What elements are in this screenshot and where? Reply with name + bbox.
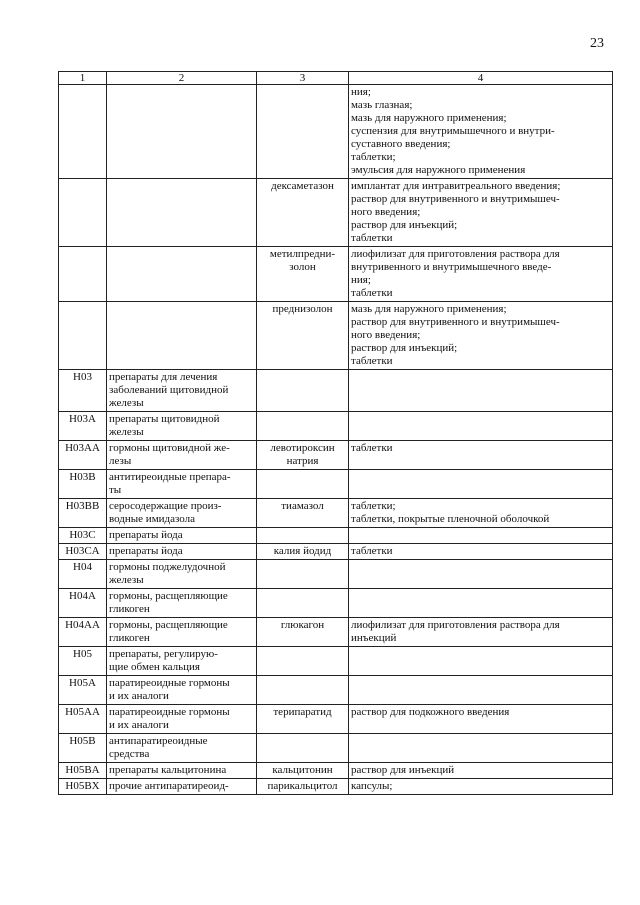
- drug-name-cell: [257, 470, 349, 499]
- drug-name-cell: метилпредни- золон: [257, 247, 349, 302]
- pharm-group-cell: [107, 247, 257, 302]
- dosage-forms-cell: [349, 370, 613, 412]
- atc-code-cell: H05AA: [59, 705, 107, 734]
- table-row: [59, 247, 613, 302]
- pharm-group-cell: прочие антипаратиреоид-: [107, 779, 257, 795]
- atc-code-cell: H03B: [59, 470, 107, 499]
- drug-name-cell: [257, 647, 349, 676]
- drug-name-cell: глюкагон: [257, 618, 349, 647]
- drug-name-cell: кальцитонин: [257, 763, 349, 779]
- pharm-group-cell: препараты, регулирую- щие обмен кальция: [107, 647, 257, 676]
- drug-name-cell: [257, 676, 349, 705]
- atc-code-cell: H03AA: [59, 441, 107, 470]
- dosage-forms-cell: таблетки; таблетки, покрытые пленочной оболочкой: [349, 499, 613, 528]
- drug-name-cell: [257, 370, 349, 412]
- table-row: [59, 412, 613, 441]
- atc-code-cell: [59, 247, 107, 302]
- pharm-group-cell: препараты йода: [107, 544, 257, 560]
- table-row: [59, 676, 613, 705]
- table-row: [59, 589, 613, 618]
- drug-table: [58, 71, 613, 795]
- pharm-group-cell: гормоны щитовидной же- лезы: [107, 441, 257, 470]
- atc-code-cell: H03: [59, 370, 107, 412]
- pharm-group-cell: гормоны, расщепляющие гликоген: [107, 589, 257, 618]
- atc-code-cell: H03BB: [59, 499, 107, 528]
- table-row: [59, 441, 613, 470]
- dosage-forms-cell: раствор для инъекций: [349, 763, 613, 779]
- atc-code-cell: H04A: [59, 589, 107, 618]
- table-row: [59, 618, 613, 647]
- dosage-forms-cell: [349, 470, 613, 499]
- dosage-forms-cell: лиофилизат для приготовления раствора для инъекций: [349, 618, 613, 647]
- atc-code-cell: H03CA: [59, 544, 107, 560]
- atc-code-cell: H04: [59, 560, 107, 589]
- atc-code-cell: H03A: [59, 412, 107, 441]
- pharm-group-cell: паратиреоидные гормоны и их аналоги: [107, 705, 257, 734]
- table-row: [59, 779, 613, 795]
- drug-name-cell: левотироксин натрия: [257, 441, 349, 470]
- pharm-group-cell: препараты кальцитонина: [107, 763, 257, 779]
- atc-code-cell: [59, 179, 107, 247]
- dosage-forms-cell: имплантат для интравитреального введения; раствор для внутривенного и внутримышеч- ного введения; раствор для инъекций; таблетки: [349, 179, 613, 247]
- dosage-forms-cell: таблетки: [349, 441, 613, 470]
- drug-name-cell: [257, 589, 349, 618]
- dosage-forms-cell: раствор для подкожного введения: [349, 705, 613, 734]
- dosage-forms-cell: [349, 412, 613, 441]
- atc-code-cell: H05: [59, 647, 107, 676]
- drug-name-cell: тиамазол: [257, 499, 349, 528]
- table-row: [59, 370, 613, 412]
- table-row: [59, 763, 613, 779]
- pharm-group-cell: препараты щитовидной железы: [107, 412, 257, 441]
- table-row: [59, 499, 613, 528]
- pharm-group-cell: препараты для лечения заболеваний щитовидной железы: [107, 370, 257, 412]
- dosage-forms-cell: таблетки: [349, 544, 613, 560]
- table-row: [59, 734, 613, 763]
- drug-name-cell: преднизолон: [257, 302, 349, 370]
- drug-name-cell: терипаратид: [257, 705, 349, 734]
- pharm-group-cell: [107, 302, 257, 370]
- table-row: [59, 647, 613, 676]
- pharm-group-cell: [107, 85, 257, 179]
- table-row: [59, 544, 613, 560]
- atc-code-cell: H05B: [59, 734, 107, 763]
- table-row: [59, 705, 613, 734]
- header-col-4: 4: [349, 72, 613, 85]
- table-row: [59, 470, 613, 499]
- atc-code-cell: [59, 302, 107, 370]
- pharm-group-cell: серосодержащие произ- водные имидазола: [107, 499, 257, 528]
- atc-code-cell: H03C: [59, 528, 107, 544]
- table-body: [59, 85, 613, 795]
- drug-name-cell: калия йодид: [257, 544, 349, 560]
- table-row: [59, 302, 613, 370]
- dosage-forms-cell: [349, 734, 613, 763]
- table-header-row: [59, 72, 613, 85]
- drug-name-cell: [257, 412, 349, 441]
- pharm-group-cell: паратиреоидные гормоны и их аналоги: [107, 676, 257, 705]
- drug-name-cell: [257, 528, 349, 544]
- dosage-forms-cell: [349, 560, 613, 589]
- header-col-3: 3: [257, 72, 349, 85]
- drug-name-cell: парикальцитол: [257, 779, 349, 795]
- pharm-group-cell: [107, 179, 257, 247]
- atc-code-cell: H05BA: [59, 763, 107, 779]
- dosage-forms-cell: мазь для наружного применения; раствор для внутривенного и внутримышеч- ного введения; раствор для инъекций; таблетки: [349, 302, 613, 370]
- dosage-forms-cell: [349, 589, 613, 618]
- dosage-forms-cell: [349, 647, 613, 676]
- dosage-forms-cell: [349, 676, 613, 705]
- pharm-group-cell: антипаратиреоидные средства: [107, 734, 257, 763]
- atc-code-cell: H05BX: [59, 779, 107, 795]
- table-row: [59, 179, 613, 247]
- drug-name-cell: [257, 734, 349, 763]
- header-col-1: 1: [59, 72, 107, 85]
- atc-code-cell: H04AA: [59, 618, 107, 647]
- header-col-2: 2: [107, 72, 257, 85]
- pharm-group-cell: препараты йода: [107, 528, 257, 544]
- table-row: [59, 85, 613, 179]
- drug-name-cell: [257, 560, 349, 589]
- pharm-group-cell: антитиреоидные препара- ты: [107, 470, 257, 499]
- pharm-group-cell: гормоны, расщепляющие гликоген: [107, 618, 257, 647]
- table-row: [59, 528, 613, 544]
- dosage-forms-cell: капсулы;: [349, 779, 613, 795]
- drug-name-cell: дексаметазон: [257, 179, 349, 247]
- page-number: 23: [590, 36, 604, 51]
- dosage-forms-cell: ния; мазь глазная; мазь для наружного применения; суспензия для внутримышечного и внутри- суставного введения; таблетки; эмульсия для наружного применения: [349, 85, 613, 179]
- dosage-forms-cell: [349, 528, 613, 544]
- drug-name-cell: [257, 85, 349, 179]
- atc-code-cell: [59, 85, 107, 179]
- dosage-forms-cell: лиофилизат для приготовления раствора для внутривенного и внутримышечного введе- ния; таблетки: [349, 247, 613, 302]
- pharm-group-cell: гормоны поджелудочной железы: [107, 560, 257, 589]
- atc-code-cell: H05A: [59, 676, 107, 705]
- table-row: [59, 560, 613, 589]
